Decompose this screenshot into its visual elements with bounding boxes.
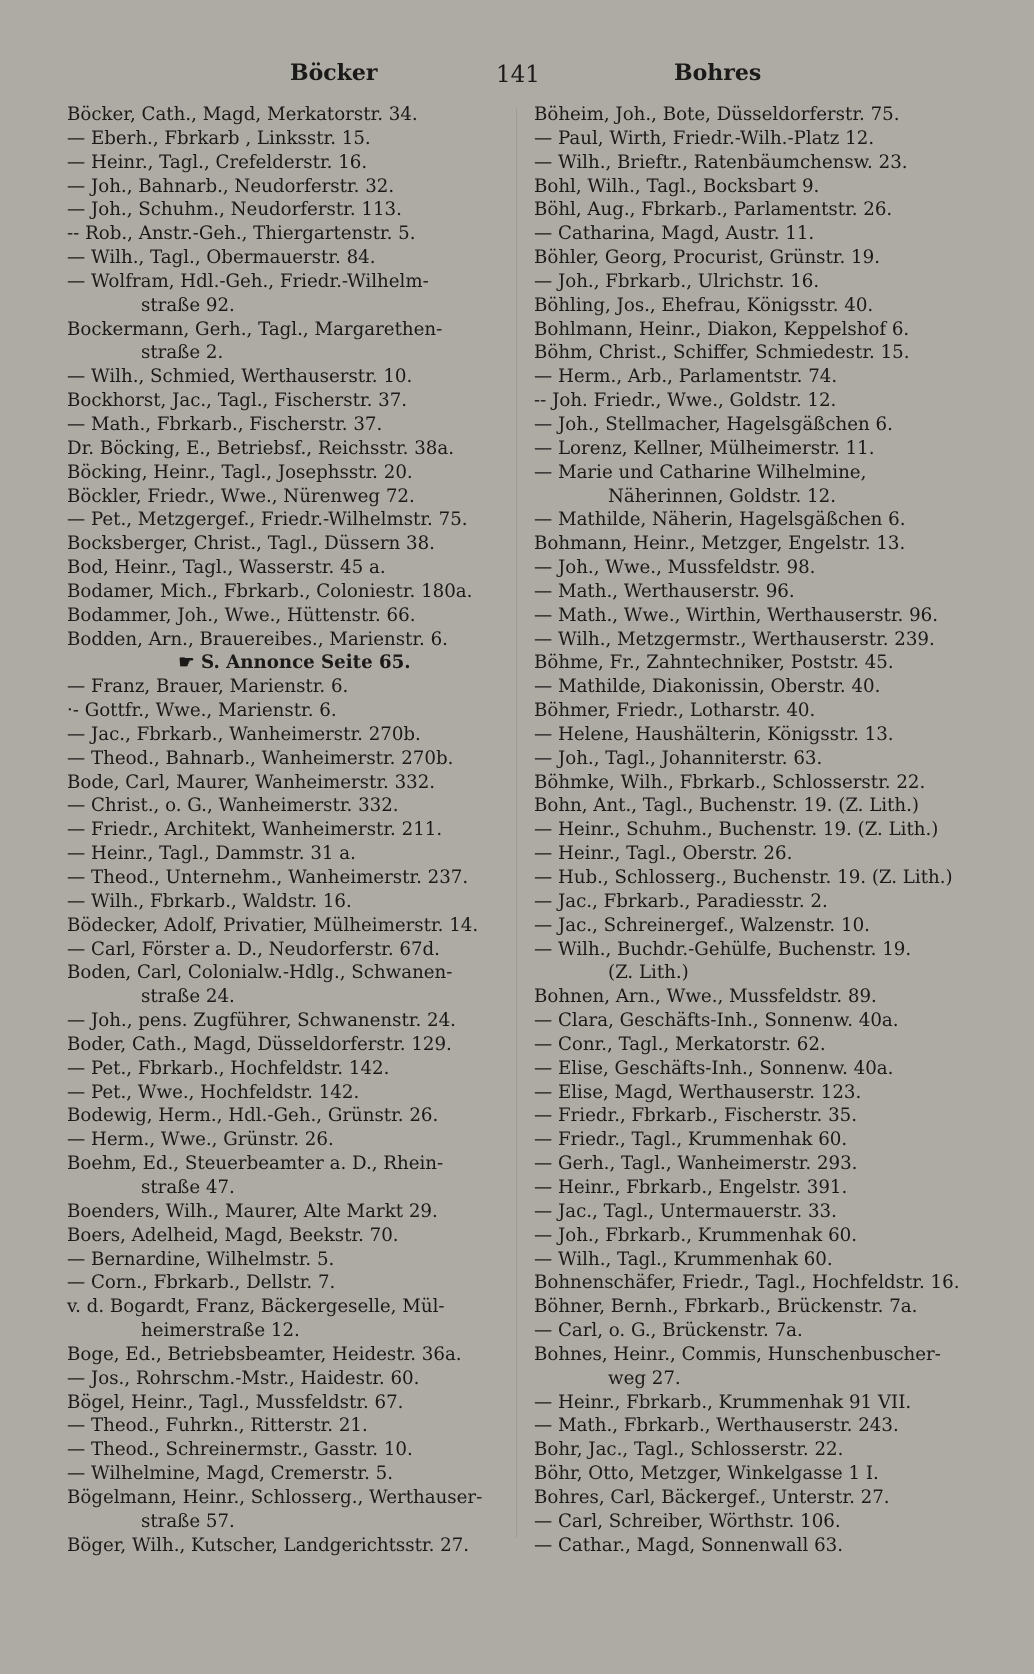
directory-entry: — Lorenz, Kellner, Mülheimerstr. 11. [534, 437, 875, 459]
directory-entry: — Hub., Schlosserg., Buchenstr. 19. (Z. Lith.) [534, 867, 953, 888]
directory-entry: — Christ., o. G., Wanheimerstr. 332. [67, 795, 399, 817]
directory-entry: Böhme, Fr., Zahntechniker, Poststr. 45. [534, 652, 894, 674]
directory-entry: Bodden, Arn., Brauereibes., Marienstr. 6. [67, 628, 448, 650]
directory-entry: — Pet., Metzgergef., Friedr.-Wilhelmstr. 75. [67, 509, 468, 531]
directory-entry: — Heinr., Tagl., Crefelderstr. 16. [67, 151, 368, 173]
entry-continuation: straße 57. [141, 1510, 235, 1532]
directory-entry: — Theod., Fuhrkn., Ritterstr. 21. [67, 1415, 368, 1437]
directory-entry: Boehm, Ed., Steuerbeamter a. D., Rhein- [67, 1153, 444, 1175]
directory-entry: — Jos., Rohrschm.-Mstr., Haidestr. 60. [67, 1367, 420, 1389]
directory-entry: — Herm., Arb., Parlamentstr. 74. [534, 366, 838, 388]
directory-entry: Bohr, Jac., Tagl., Schlosserstr. 22. [534, 1439, 844, 1461]
directory-entry: — Marie und Catharine Wilhelmine, [534, 461, 867, 483]
directory-entry: Böhm, Christ., Schiffer, Schmiedestr. 15. [534, 342, 910, 364]
directory-entry: — Pet., Wwe., Hochfeldstr. 142. [67, 1081, 360, 1103]
directory-entry: — Joh., Fbrkarb., Krummenhak 60. [534, 1224, 858, 1246]
directory-entry: Boden, Carl, Colonialw.-Hdlg., Schwanen- [67, 962, 453, 984]
directory-entry: Böhl, Aug., Fbrkarb., Parlamentstr. 26. [534, 199, 893, 221]
directory-entry: — Elise, Geschäfts-Inh., Sonnenw. 40a. [534, 1057, 894, 1079]
directory-entry: — Heinr., Tagl., Dammstr. 31 a. [67, 843, 356, 865]
annonce-reference: ☛ S. Annonce Seite 65. [178, 652, 411, 674]
header-right-keyword: Bohres [674, 60, 762, 86]
directory-entry: — Eberh., Fbrkarb , Linksstr. 15. [67, 127, 371, 149]
directory-entry: — Mathilde, Diakonissin, Oberstr. 40. [534, 676, 881, 698]
directory-entry: — Math., Fbrkarb., Werthauserstr. 243. [534, 1415, 899, 1437]
directory-entry: — Joh., Schuhm., Neudorferstr. 113. [67, 199, 402, 221]
directory-entry: — Joh., pens. Zugführer, Schwanenstr. 24. [67, 1010, 456, 1032]
directory-entry: Böheim, Joh., Bote, Düsseldorferstr. 75. [534, 104, 900, 125]
directory-entry: — Wilhelmine, Magd, Cremerstr. 5. [67, 1463, 394, 1485]
directory-entry: — Friedr., Fbrkarb., Fischerstr. 35. [534, 1105, 857, 1127]
directory-entry: — Heinr., Fbrkarb., Krummenhak 91 VII. [534, 1391, 912, 1413]
directory-entry: — Jac., Tagl., Untermauerstr. 33. [534, 1200, 837, 1222]
directory-entry: -- Joh. Friedr., Wwe., Goldstr. 12. [534, 390, 837, 412]
directory-entry: — Joh., Tagl., Johanniterstr. 63. [534, 747, 823, 769]
directory-entry: Bödecker, Adolf, Privatier, Mülheimerstr. 14. [67, 914, 479, 936]
directory-entry: Boder, Cath., Magd, Düsseldorferstr. 129. [67, 1033, 452, 1055]
directory-entry: Bockhorst, Jac., Tagl., Fischerstr. 37. [67, 390, 408, 412]
directory-entry: Bohn, Ant., Tagl., Buchenstr. 19. (Z. Lith.) [534, 795, 919, 817]
directory-entry: — Bernardine, Wilhelmstr. 5. [67, 1248, 335, 1270]
entry-continuation: Näherinnen, Goldstr. 12. [608, 485, 836, 507]
directory-entry: Böger, Wilh., Kutscher, Landgerichtsstr. 27. [67, 1534, 470, 1556]
directory-entry: — Joh., Stellmacher, Hagelsgäßchen 6. [534, 413, 893, 435]
entry-continuation: heimerstraße 12. [141, 1320, 300, 1342]
entry-continuation: straße 2. [141, 342, 224, 364]
directory-entry: Bohnes, Heinr., Commis, Hunschenbuscher- [534, 1343, 941, 1365]
directory-entry: Bohl, Wilh., Tagl., Bocksbart 9. [534, 175, 820, 197]
directory-entry: — Carl, Förster a. D., Neudorferstr. 67d. [67, 938, 440, 960]
directory-entry: — Gerh., Tagl., Wanheimerstr. 293. [534, 1153, 858, 1175]
directory-entry: Böcking, Heinr., Tagl., Josephsstr. 20. [67, 461, 413, 483]
directory-entry: Bohnenschäfer, Friedr., Tagl., Hochfeldstr. 16. [534, 1272, 960, 1294]
directory-entry: Bohnen, Arn., Wwe., Mussfeldstr. 89. [534, 986, 877, 1008]
directory-entry: — Corn., Fbrkarb., Dellstr. 7. [67, 1272, 336, 1294]
directory-entry: — Theod., Bahnarb., Wanheimerstr. 270b. [67, 747, 454, 769]
directory-entry: Böhr, Otto, Metzger, Winkelgasse 1 I. [534, 1463, 879, 1485]
directory-entry: — Math., Werthauserstr. 96. [534, 580, 795, 602]
page-number: 141 [496, 62, 540, 88]
directory-entry: Böcker, Cath., Magd, Merkatorstr. 34. [67, 104, 418, 125]
directory-entry: — Jac., Fbrkarb., Paradiesstr. 2. [534, 890, 828, 912]
directory-entry: Böhner, Bernh., Fbrkarb., Brückenstr. 7a. [534, 1296, 918, 1318]
directory-entry: — Wilh., Buchdr.-Gehülfe, Buchenstr. 19. [534, 938, 912, 960]
directory-entry: v. d. Bogardt, Franz, Bäckergeselle, Mül- [67, 1296, 445, 1318]
directory-entry: Boenders, Wilh., Maurer, Alte Markt 29. [67, 1200, 438, 1222]
directory-entry: — Pet., Fbrkarb., Hochfeldstr. 142. [67, 1057, 390, 1079]
directory-entry: — Wolfram, Hdl.-Geh., Friedr.-Wilhelm- [67, 270, 429, 292]
directory-entry: — Helene, Haushälterin, Königsstr. 13. [534, 723, 894, 745]
directory-entry: — Joh., Bahnarb., Neudorferstr. 32. [67, 175, 395, 197]
directory-entry: — Carl, o. G., Brückenstr. 7a. [534, 1320, 803, 1342]
directory-entry: Böhler, Georg, Procurist, Grünstr. 19. [534, 247, 880, 269]
left-column [67, 103, 522, 1557]
directory-entry: — Wilh., Brieftr., Ratenbäumchensw. 23. [534, 151, 908, 173]
entry-continuation: weg 27. [608, 1367, 681, 1389]
directory-entry: — Catharina, Magd, Austr. 11. [534, 223, 815, 245]
page-header [0, 60, 1034, 100]
entry-continuation: (Z. Lith.) [608, 962, 689, 984]
directory-entry: — Math., Fbrkarb., Fischerstr. 37. [67, 413, 383, 435]
directory-entry: Dr. Böcking, E., Betriebsf., Reichsstr. 38a. [67, 437, 455, 459]
directory-entry: Bockermann, Gerh., Tagl., Margarethen- [67, 318, 443, 340]
directory-entry: — Clara, Geschäfts-Inh., Sonnenw. 40a. [534, 1010, 899, 1032]
directory-entry: — Wilh., Schmied, Werthauserstr. 10. [67, 366, 413, 388]
directory-entry: — Jac., Schreinergef., Walzenstr. 10. [534, 914, 870, 936]
directory-entry: — Joh., Fbrkarb., Ulrichstr. 16. [534, 270, 820, 292]
directory-entry: — Joh., Wwe., Mussfeldstr. 98. [534, 557, 816, 579]
directory-entry: — Wilh., Tagl., Krummenhak 60. [534, 1248, 833, 1270]
directory-entry: Böhling, Jos., Ehefrau, Königsstr. 40. [534, 294, 874, 316]
entry-continuation: straße 47. [141, 1176, 235, 1198]
directory-entry: — Conr., Tagl., Merkatorstr. 62. [534, 1033, 826, 1055]
directory-entry: — Carl, Schreiber, Wörthstr. 106. [534, 1510, 841, 1532]
directory-entry: Bocksberger, Christ., Tagl., Düssern 38. [67, 533, 435, 555]
directory-entry: -- Rob., Anstr.-Geh., Thiergartenstr. 5. [67, 223, 416, 245]
directory-entry: — Heinr., Fbrkarb., Engelstr. 391. [534, 1176, 848, 1198]
directory-entry: Bohmann, Heinr., Metzger, Engelstr. 13. [534, 533, 906, 555]
directory-entry: Bodamer, Mich., Fbrkarb., Coloniestr. 180a. [67, 580, 473, 602]
directory-entry: Boge, Ed., Betriebsbeamter, Heidestr. 36a. [67, 1343, 462, 1365]
directory-entry: — Heinr., Tagl., Oberstr. 26. [534, 843, 793, 865]
directory-entry: — Jac., Fbrkarb., Wanheimerstr. 270b. [67, 723, 421, 745]
entry-continuation: straße 92. [141, 294, 235, 316]
directory-entry: — Wilh., Metzgermstr., Werthauserstr. 239. [534, 628, 935, 650]
entry-continuation: straße 24. [141, 986, 235, 1008]
directory-entry: — Friedr., Tagl., Krummenhak 60. [534, 1129, 848, 1151]
right-column [534, 103, 989, 1557]
directory-entry: Bodewig, Herm., Hdl.-Geh., Grünstr. 26. [67, 1105, 439, 1127]
directory-entry: Boers, Adelheid, Magd, Beekstr. 70. [67, 1224, 399, 1246]
directory-entry: — Paul, Wirth, Friedr.-Wilh.-Platz 12. [534, 127, 875, 149]
directory-entry: — Friedr., Architekt, Wanheimerstr. 211. [67, 819, 443, 841]
directory-entry: — Heinr., Schuhm., Buchenstr. 19. (Z. Lith.) [534, 819, 939, 841]
directory-entry: — Math., Wwe., Wirthin, Werthauserstr. 96. [534, 604, 939, 626]
directory-entry: Bögelmann, Heinr., Schlosserg., Werthauser- [67, 1486, 483, 1508]
directory-entry: — Herm., Wwe., Grünstr. 26. [67, 1129, 334, 1151]
directory-entry: Bodammer, Joh., Wwe., Hüttenstr. 66. [67, 604, 416, 626]
directory-entry: — Franz, Brauer, Marienstr. 6. [67, 676, 349, 698]
directory-entry: ·- Gottfr., Wwe., Marienstr. 6. [67, 700, 337, 722]
directory-entry: — Elise, Magd, Werthauserstr. 123. [534, 1081, 862, 1103]
directory-entry: Böhmer, Friedr., Lotharstr. 40. [534, 700, 816, 722]
directory-entry: — Mathilde, Näherin, Hagelsgäßchen 6. [534, 509, 906, 531]
directory-entry: — Wilh., Fbrkarb., Waldstr. 16. [67, 890, 352, 912]
directory-entry: Bohres, Carl, Bäckergef., Unterstr. 27. [534, 1486, 890, 1508]
directory-entry: — Theod., Unternehm., Wanheimerstr. 237. [67, 867, 469, 888]
directory-entry: — Cathar., Magd, Sonnenwall 63. [534, 1534, 844, 1556]
directory-entry: Bode, Carl, Maurer, Wanheimerstr. 332. [67, 771, 436, 793]
directory-entry: Böckler, Friedr., Wwe., Nürenweg 72. [67, 485, 415, 507]
directory-entry: — Theod., Schreinermstr., Gasstr. 10. [67, 1439, 413, 1461]
header-left-keyword: Böcker [290, 60, 378, 86]
directory-entry: Bögel, Heinr., Tagl., Mussfeldstr. 67. [67, 1391, 404, 1413]
directory-entry: — Wilh., Tagl., Obermauerstr. 84. [67, 247, 376, 269]
directory-entry: Bohlmann, Heinr., Diakon, Keppelshof 6. [534, 318, 910, 340]
directory-entry: Böhmke, Wilh., Fbrkarb., Schlosserstr. 22. [534, 771, 926, 793]
directory-entry: Bod, Heinr., Tagl., Wasserstr. 45 a. [67, 557, 386, 579]
